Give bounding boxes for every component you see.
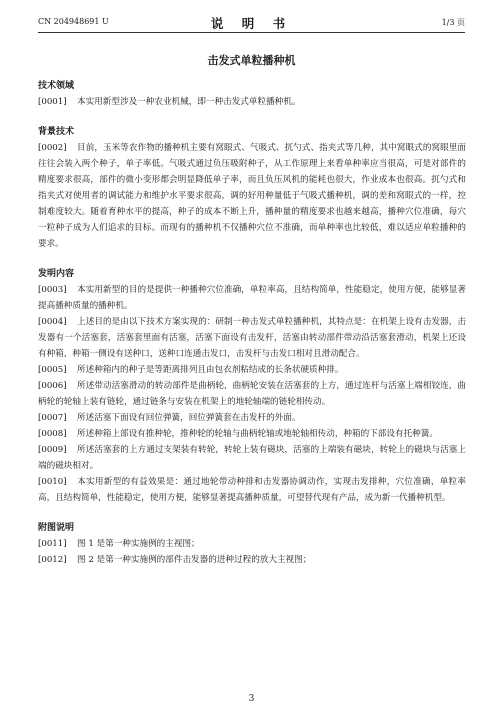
paragraph-text: 所述种箱上部设有推种轮，推种轮的轮轴与曲柄轮轴或地轮轴相传动，种箱的下部设有托种簧。 [77,429,438,439]
section-heading-field: 技术领域 [38,81,75,91]
document-title: 击发式单粒播种机 [207,54,296,67]
paragraph-text: 所述活塞套的上方通过支架装有转轮，转轮上装有磁块，活塞的上端装有磁块，转轮上的磁块与活塞上端的磁块相对。 [38,445,466,471]
section-heading-invention: 发明内容 [38,269,75,279]
paragraph-0007 [38,410,466,426]
paragraph-text: 本实用新型涉及一种农业机械，即一种击发式单粒播种机。 [77,97,301,107]
paragraph-text: 上述目的是由以下技术方案实现的：研制一种击发式单粒播种机，其特点是：在机架上设有击发器，击发器有一个活塞套，活塞套里面有活塞，活塞下面设有击发杆，活塞由转动部件带动沿活塞套滑动，机架上还设有种箱，种箱一侧设有送种口，送种口连通击发口，击发杆与击发口相对且滑动配合。 [38,317,466,359]
paragraph-number: [0011] [38,539,67,549]
paragraph-0012 [38,552,466,568]
paragraph-0004 [38,314,466,362]
paragraph-0001 [38,94,466,110]
paragraph-0003 [38,282,466,314]
paragraph-0010 [38,474,466,506]
paragraph-number: [0002] [38,143,67,153]
paragraph-number: [0005] [38,365,67,375]
page-info: 1/3 页 [441,18,465,27]
paragraph-number: [0007] [38,413,67,423]
paragraph-text: 本实用新型的目的是提供一种播种穴位准确，单粒率高，且结构简单，性能稳定，使用方便，能够显著提高播种质量的播种机。 [38,285,466,311]
document-type: 说 明 书 [210,16,293,31]
paragraph-text: 所述种箱内的种子是等距离排列且由包衣剂粘结成的长条状硬质种排。 [77,365,344,375]
paragraph-text: 所述活塞下面设有回位弹簧，回位弹簧套在击发杆的外面。 [77,413,301,423]
paragraph-number: [0001] [38,97,67,107]
paragraph-text: 本实用新型的有益效果是：通过地轮带动种排和击发器协调动作，实现击发排种，穴位准确，单粒率高，且结构简单，性能稳定，使用方便，能够显著提高播种质量，可望替代现有产品，成为新一代播种机型。 [38,477,466,503]
document-body [38,78,466,568]
paragraph-0006 [38,378,466,410]
paragraph-number: [0008] [38,429,67,439]
page-number: 3 [248,694,255,704]
paragraph-0011 [38,536,466,552]
paragraph-number: [0003] [38,285,67,295]
paragraph-0002 [38,140,466,252]
paragraph-text: 图 2 是第一种实施例的部件击发器的进种过程的放大主视图； [77,555,312,565]
paragraph-number: [0012] [38,555,67,565]
paragraph-0009 [38,442,466,474]
paragraph-number: [0004] [38,317,67,327]
paragraph-number: [0010] [38,477,67,487]
paragraph-number: [0009] [38,445,67,455]
paragraph-text: 图 1 是第一种实施例的主视图； [77,539,200,549]
paragraph-number: [0006] [38,381,67,391]
paragraph-0008 [38,426,466,442]
section-heading-drawings: 附图说明 [38,523,75,533]
paragraph-0005 [38,362,466,378]
page-header [38,14,465,32]
section-heading-background: 背景技术 [38,127,75,137]
publication-number: CN 204948691 U [38,17,109,26]
header-divider [38,32,465,33]
paragraph-text: 所述带动活塞滑动的转动部件是曲柄轮，曲柄轮安装在活塞套的上方，通过连杆与活塞上端相铰连，曲柄轮的轮轴上装有链轮，通过链条与安装在机架上的地轮轴端的链轮相传动。 [38,381,466,407]
paragraph-text: 目前，玉米等农作物的播种机主要有窝眼式、气吸式、扤勺式、指夹式等几种，其中窝眼式的窝眼里面往往会装入两个种子，单子率低。气吸式通过负压吸附种子，从工作原理上来看单种率应当很高，可是对部件的精度要求很高，部件的微小变形都会明显降低单子率，而且负压风机的能耗也很大，作业成本也很高。扤勺式和指夹式对使用者的调试能力和维护水平要求很高，调的好用种量低于气吸式播种机，调的差和窝眼式的一样，控制难度较大。随着育种水平的提高，种子的成本不断上升，播种量的精度要求也越来越高，播种穴位准确，每穴一粒种子成为人们追求的目标。而现有的播种机不仅播种穴位不准确，而单种率也比较低，难以适应单粒播种的要求。 [38,143,466,249]
